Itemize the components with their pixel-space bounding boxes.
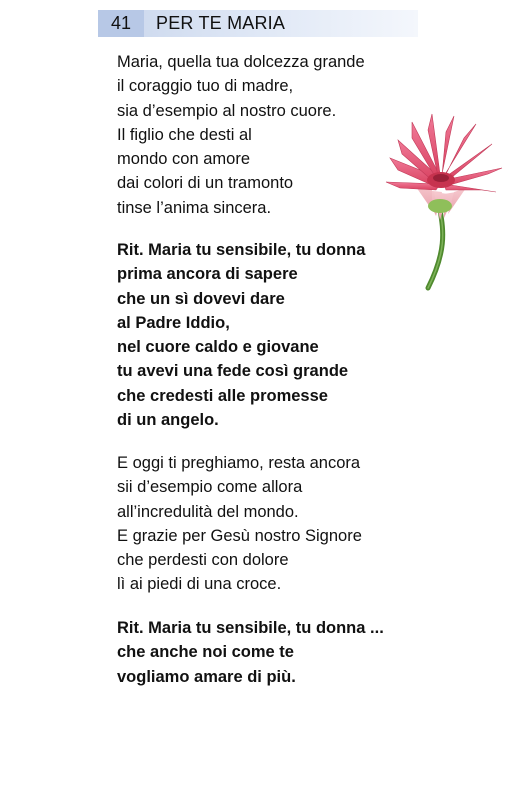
lyric-line: sii d’esempio come allora [117,478,303,497]
chorus-1 [117,238,417,432]
lyric-line: Maria, quella tua dolcezza grande [117,53,365,71]
lyric-line: all’incredulità del mondo. [117,502,299,521]
lyric-line: che credesti alle promesse [117,386,328,405]
lyric-line: che anche noi come te [117,643,294,662]
lyric-line: vogliamo amare di più. [117,667,296,686]
lyric-line: Rit. Maria tu sensibile, tu donna ... [117,619,384,637]
lyric-line: mondo con amore [117,150,250,169]
lyric-line: nel cuore caldo e giovane [117,338,319,357]
lyric-line: lì ai piedi di una croce. [117,575,282,594]
lyric-line: sia d’esempio al nostro cuore. [117,101,337,120]
lyric-line: E oggi ti preghiamo, resta ancora [117,454,361,472]
lyric-line: tu avevi una fede così grande [117,362,349,381]
lyric-line: Rit. Maria tu sensibile, tu donna [117,241,366,259]
chorus-2 [117,616,417,689]
lyric-line: Il figlio che desti al [117,125,252,144]
song-number: 41 [98,10,144,37]
verse-2 [117,451,417,597]
lyric-line: di un angelo. [117,411,219,430]
lyric-line: il coraggio tuo di madre, [117,77,294,96]
gerbera-flower-icon [384,112,510,292]
song-title: PER TE MARIA [156,13,286,33]
lyric-line: che perdesti con dolore [117,551,289,570]
lyric-line: che un sì dovevi dare [117,289,285,308]
lyric-line: dai colori di un tramonto [117,174,294,193]
lyric-line: prima ancora di sapere [117,265,298,284]
lyric-line: tinse l’anima sincera. [117,198,272,217]
song-header [98,10,418,37]
verse-1 [117,50,417,220]
lyric-line: E grazie per Gesù nostro Signore [117,526,362,545]
lyric-line: al Padre Iddio, [117,313,230,332]
